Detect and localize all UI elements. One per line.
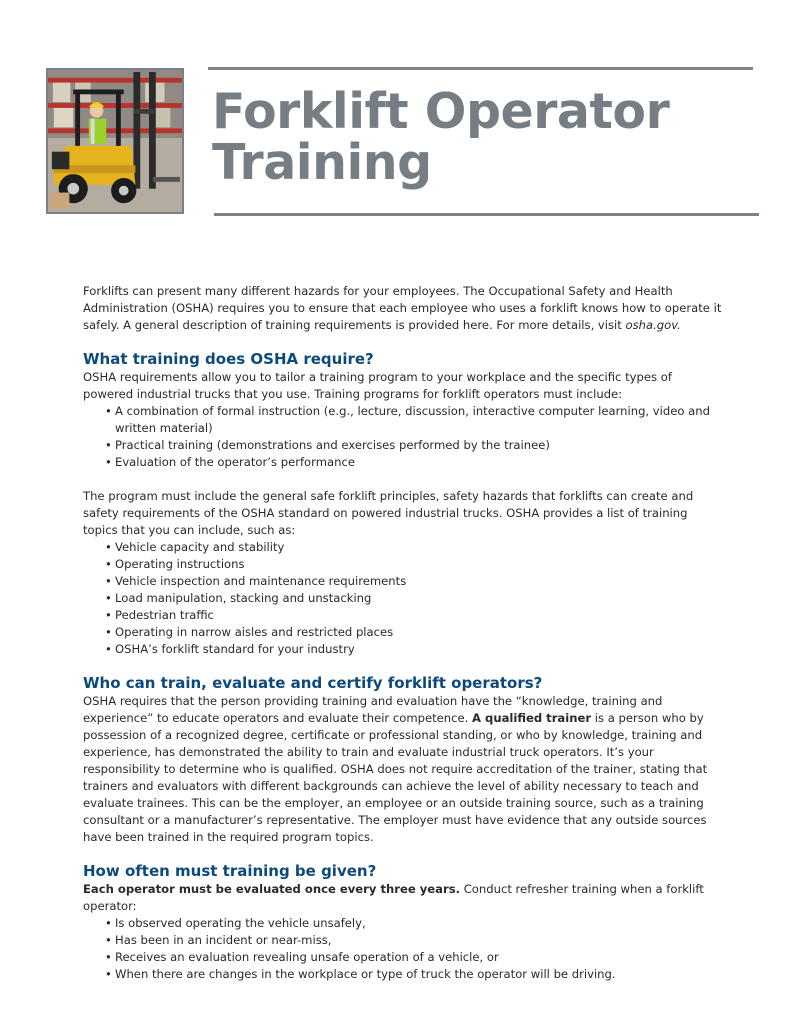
list-item: • Evaluation of the operator’s performance — [105, 454, 723, 471]
intro-paragraph — [83, 283, 723, 334]
list-item: • A combination of formal instruction (e.g., lecture, discussion, interactive computer learning, video and written material) — [105, 403, 723, 437]
osha-link[interactable]: osha.gov. — [625, 318, 681, 332]
title-rule-bottom — [214, 213, 759, 216]
section-heading-frequency: How often must training be given? — [83, 862, 377, 880]
evaluation-frequency: Each operator must be evaluated once every three years. — [83, 882, 461, 896]
section-heading-training: What training does OSHA require? — [83, 350, 374, 368]
list-item: • Vehicle inspection and maintenance requirements — [105, 573, 723, 590]
intro-text: Forklifts can present many different hazards for your employees. The Occupational Safety and Health Administration (OSHA) requires you to ensure that each employee who uses a forklift knows how to operate it safely. A general description of training requirements is provided here. For more details, visit — [83, 284, 722, 332]
frequency-text: Conduct refresher training when a forklift operator: — [83, 882, 704, 913]
title-line-2: Training — [212, 134, 432, 191]
trainer-paragraph — [83, 693, 723, 846]
training-topics-list — [83, 539, 723, 658]
title-rule-top — [208, 67, 753, 70]
forklift-operator-photo — [46, 68, 184, 214]
list-item: • Vehicle capacity and stability — [105, 539, 723, 556]
title-line-1: Forklift Operator — [212, 83, 670, 140]
document-body — [83, 283, 723, 983]
page-title — [212, 83, 752, 191]
program-paragraph: The program must include the general safe forklift principles, safety hazards that forklifts can create and safety requirements of the OSHA standard on powered industrial trucks. OSHA provides a list of training topics that you can include, such as: — [83, 489, 694, 537]
training-requirements-list — [83, 403, 723, 471]
list-item: • When there are changes in the workplace or type of truck the operator will be driving. — [105, 966, 723, 983]
list-item: • Has been in an incident or near-miss, — [105, 932, 723, 949]
trainer-text-b: is a person who by possession of a recognized degree, certificate or professional standing, or who by knowledge, training and experience, has demonstrated the ability to train and evaluate industrial truck operators. It’s your responsibility to determine who is qualified. OSHA does not require accreditation of the trainer, stating that trainers and evaluators with different backgrounds can achieve the level of ability necessary to teach and evaluate trainees. This can be the employer, an employee or an outside training source, such as a training consultant or a manufacturer’s representative. The employer must have evidence that any outside sources have been trained in the required program topics. — [83, 711, 708, 844]
refresher-conditions-list — [83, 915, 723, 983]
qualified-trainer-term: A qualified trainer — [472, 711, 592, 725]
list-item: • Is observed operating the vehicle unsafely, — [105, 915, 723, 932]
list-item: • Load manipulation, stacking and unstacking — [105, 590, 723, 607]
list-item: • Receives an evaluation revealing unsafe operation of a vehicle, or — [105, 949, 723, 966]
list-item: • Pedestrian traffic — [105, 607, 723, 624]
trainer-text-a: OSHA requires that the person providing training and evaluation have the “knowledge, training and experience” to educate operators and evaluate their competence. — [83, 694, 663, 725]
list-item: • Operating instructions — [105, 556, 723, 573]
frequency-paragraph — [83, 881, 723, 915]
forklift-illustration — [48, 70, 182, 212]
training-paragraph: OSHA requirements allow you to tailor a training program to your workplace and the specific types of powered industrial trucks that you use. Training programs for forklift operators must include: — [83, 370, 672, 401]
list-item: • Practical training (demonstrations and exercises performed by the trainee) — [105, 437, 723, 454]
section-heading-trainers: Who can train, evaluate and certify forklift operators? — [83, 674, 543, 692]
list-item: • OSHA’s forklift standard for your industry — [105, 641, 723, 658]
list-item: • Operating in narrow aisles and restricted places — [105, 624, 723, 641]
